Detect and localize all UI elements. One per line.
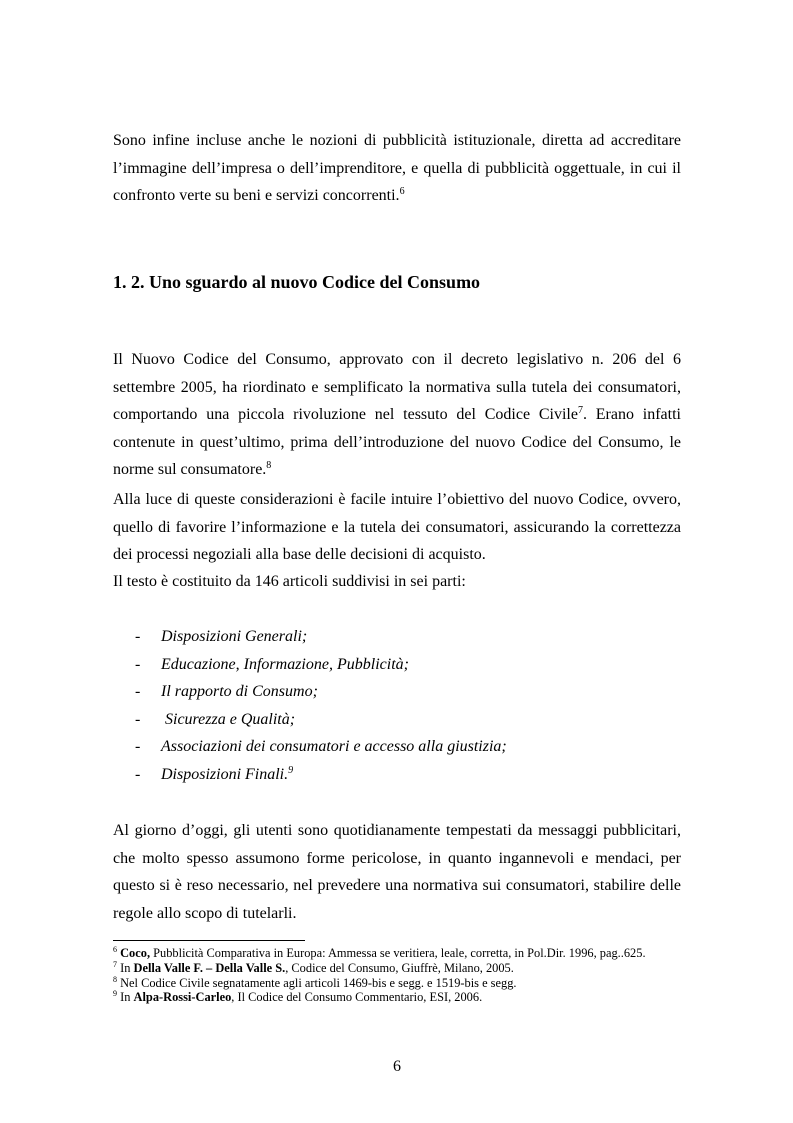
footnote-text: , Il Codice del Consumo Commentario, ESI, 2006. [231,990,483,1005]
intro-text: Sono infine incluse anche le nozioni di pubblicità istituzionale, diretta ad accreditare l’immagine dell’impresa o dell’imprenditore, e quella di pubblicità oggettuale, in cui il confronto verte su beni e servizi concorrenti. [113,132,681,204]
structure-paragraph: Il testo è costituito da 146 articoli suddivisi in sei parti: [113,573,466,590]
footnote-9 [113,990,681,1005]
footnote-number: 7 [113,959,117,969]
list-item-text: Educazione, Informazione, Pubblicità; [161,655,409,673]
footnote-number: 9 [113,989,117,999]
footnote-text: , Codice del Consumo, Giuffrè, Milano, 2005. [285,960,514,975]
list-dash: - [135,683,141,700]
section-heading: 1. 2. Uno sguardo al nuovo Codice del Consumo [113,272,481,292]
list-item-text: Il rapporto di Consumo; [161,683,318,700]
list-item-text: Sicurezza e Qualità; [161,710,296,728]
footnote-7 [113,961,681,976]
intro-paragraph [113,127,681,210]
footnote-ref-7[interactable]: 7 [577,405,583,416]
footnote-6 [113,946,681,961]
footnote-prefix: In [117,990,134,1005]
paragraph-text-part-b: . Erano infatti contenute in quest’ultimo, prima dell’introduzione del nuovo Codice del Consumo, le norme sul consumatore. [113,406,681,478]
page-number: 6 [393,1058,401,1075]
list-dash: - [135,655,141,673]
paragraph-text-part-a: Il Nuovo Codice del Consumo, approvato con il decreto legislativo n. 206 del 6 settembre 2005, ha riordinato e semplificato la normativa sulla tutela dei consumatori, comportando una piccola rivoluzione nel tessuto del Codice Civile [113,351,681,423]
footnote-separator [113,940,305,941]
footnote-ref-8[interactable]: 8 [266,460,272,471]
footnote-author: Della Valle F. – Della Valle S. [133,960,286,975]
footnote-8 [113,976,681,991]
footnote-number: 6 [113,945,117,954]
list-dash: - [135,628,141,645]
list-dash: - [135,710,141,728]
footnote-ref-6[interactable]: 6 [399,186,405,197]
list-item-text: Disposizioni Generali; [161,628,308,645]
footnote-text: Nel Codice Civile segnatamente agli articoli 1469-bis e segg. e 1519-bis e segg. [117,975,517,990]
document-page [113,0,681,1123]
footnote-prefix: In [117,960,134,975]
closing-paragraph: Al giorno d’oggi, gli utenti sono quotidianamente tempestati da messaggi pubblicitari, che molto spesso assumono forme pericolose, in quanto ingannevoli e mendaci, per questo si è reso necessario, nel prevedere una normativa sui consumatori, stabilire delle regole allo scopo di tutelarli. [113,822,681,922]
list-item-last [161,761,293,789]
objective-paragraph: Alla luce di queste considerazioni è facile intuire l’obiettivo del nuovo Codice, ovvero, quello di favorire l’informazione e la tutela dei consumatori, assicurando la correttezza dei processi negoziali alla base delle decisioni di acquisto. [113,491,681,563]
footnotes [113,946,681,1005]
list-dash: - [135,738,141,755]
codice-consumo-paragraph [113,346,681,484]
footnote-ref-9[interactable]: 9 [288,764,294,776]
footnote-author: Coco, [120,946,151,960]
footnote-text: Pubblicità Comparativa in Europa: Ammessa se veritiera, leale, corretta, in Pol.Dir. 1996, pag..625. [150,946,646,960]
footnote-number: 8 [113,974,117,984]
list-dash: - [135,765,141,783]
list-item-text: Associazioni dei consumatori e accesso alla giustizia; [161,738,507,755]
list-item-text: Disposizioni Finali. [161,765,289,783]
footnote-author: Alpa-Rossi-Carleo [133,990,232,1005]
